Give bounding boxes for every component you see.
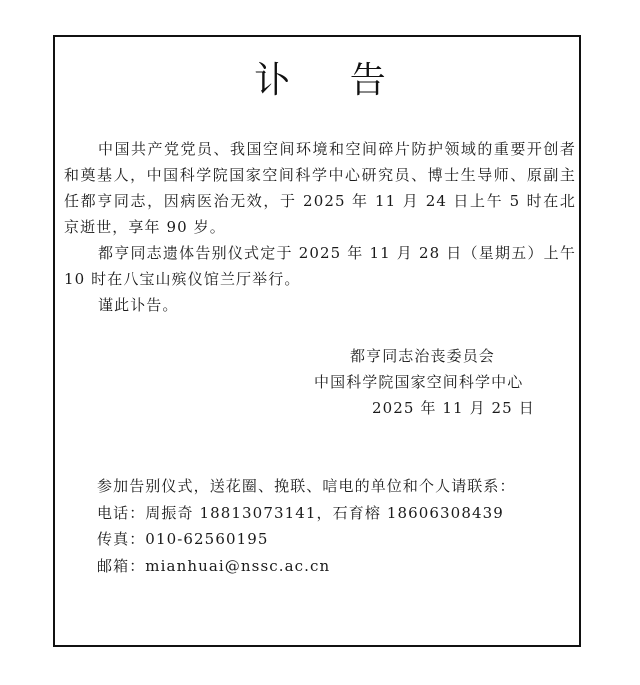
notice-body — [64, 136, 576, 318]
notice-paragraph-death: 中国共产党党员、我国空间环境和空间碎片防护领域的重要开创者和奠基人，中国科学院国家空间科学中心研究员、博士生导师、原副主任都亨同志，因病医治无效，于 2025 年 11 月 24 日上午 5 时在北京逝世，享年 90 岁。 — [64, 140, 576, 236]
contact-intro: 参加告别仪式，送花圈、挽联、唁电的单位和个人请联系： — [97, 477, 516, 495]
contact-section — [97, 473, 516, 579]
contact-phone: 电话：周振奇 18813073141，石育榕 18606308439 — [97, 503, 504, 522]
signature-organization: 中国科学院国家空间科学中心 — [314, 373, 524, 391]
notice-title: 讣 告 — [254, 60, 410, 101]
contact-fax: 传真：010-62560195 — [97, 530, 269, 548]
signature-committee: 都亨同志治丧委员会 — [350, 347, 495, 365]
notice-paragraph-ceremony: 都亨同志遗体告别仪式定于 2025 年 11 月 28 日（星期五）上午 10 时在八宝山殡仪馆兰厅举行。 — [64, 244, 576, 288]
notice-paragraph-closing: 谨此讣告。 — [98, 296, 179, 314]
signature-date: 2025 年 11 月 25 日 — [372, 399, 535, 417]
contact-email: 邮箱：mianhuai@nssc.ac.cn — [97, 556, 331, 575]
notice-signature — [300, 343, 580, 421]
